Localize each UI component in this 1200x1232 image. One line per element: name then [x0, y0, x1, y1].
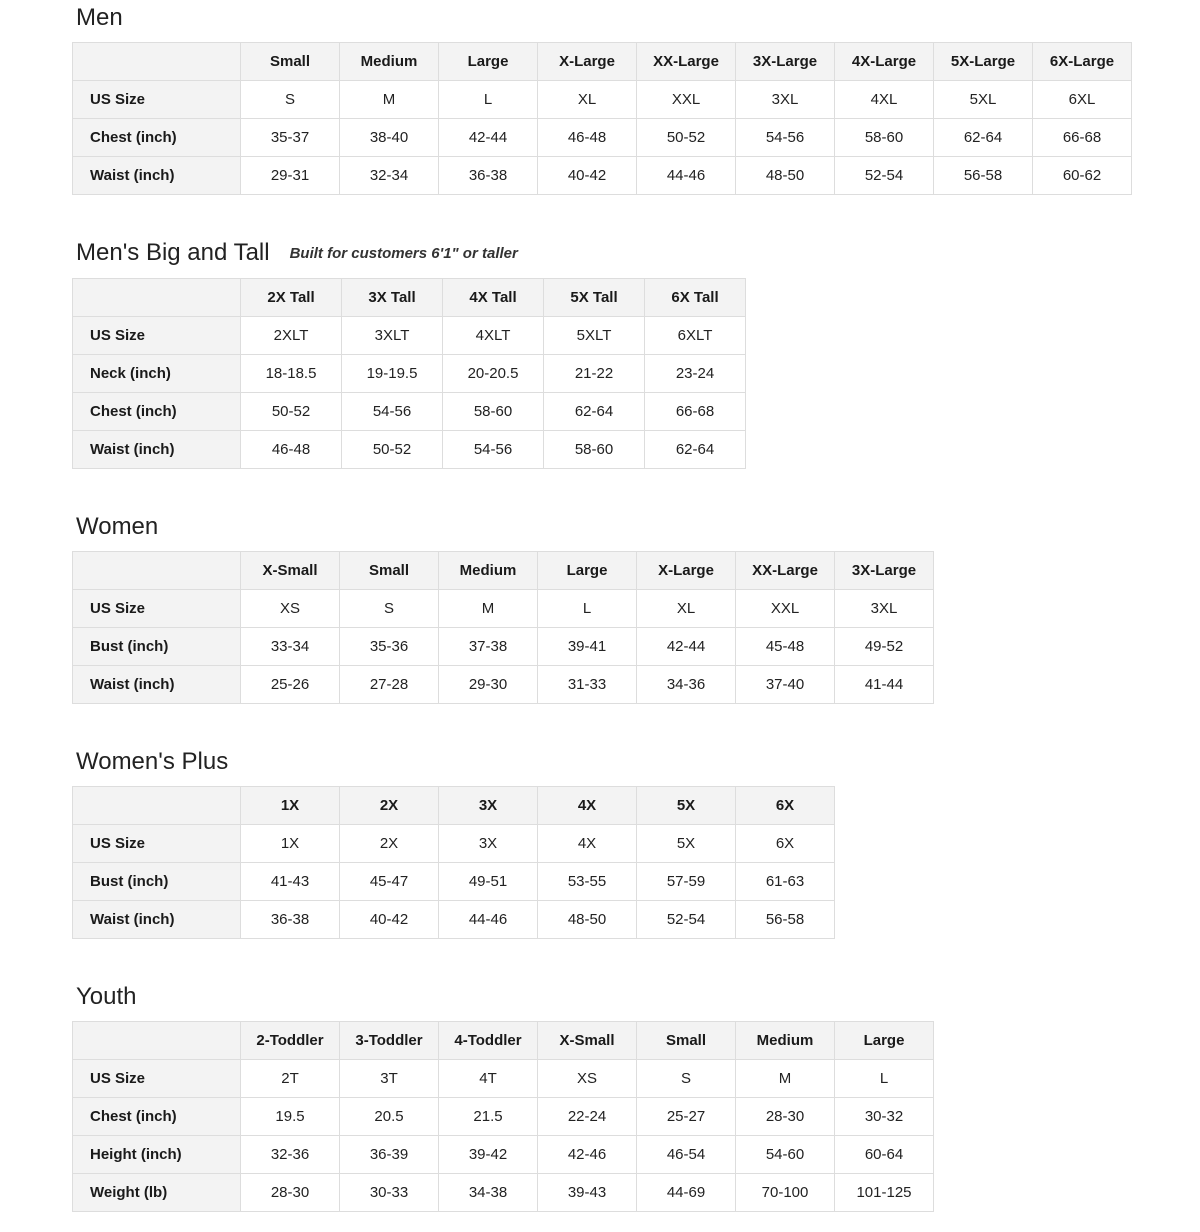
size-cell: 22-24: [538, 1098, 637, 1136]
column-header: 5X-Large: [934, 43, 1033, 81]
table-row: [73, 355, 746, 393]
size-cell: 50-52: [637, 119, 736, 157]
size-cell: 31-33: [538, 666, 637, 704]
table-row: [73, 863, 835, 901]
row-label: Waist (inch): [73, 431, 241, 469]
size-cell: 21.5: [439, 1098, 538, 1136]
row-label: US Size: [73, 317, 241, 355]
size-cell: 25-27: [637, 1098, 736, 1136]
column-header: 3X-Large: [736, 43, 835, 81]
corner-cell: [73, 279, 241, 317]
size-cell: 33-34: [241, 628, 340, 666]
size-cell: 42-44: [439, 119, 538, 157]
header-row: [73, 787, 835, 825]
size-cell: 45-47: [340, 863, 439, 901]
row-label: Neck (inch): [73, 355, 241, 393]
column-header: 4-Toddler: [439, 1022, 538, 1060]
size-cell: 39-43: [538, 1174, 637, 1212]
corner-cell: [73, 43, 241, 81]
column-header: 3X-Large: [835, 552, 934, 590]
row-label: Height (inch): [73, 1136, 241, 1174]
size-cell: 20-20.5: [443, 355, 544, 393]
column-header: Medium: [736, 1022, 835, 1060]
size-cell: 4XL: [835, 81, 934, 119]
size-cell: M: [439, 590, 538, 628]
column-header: 5X Tall: [544, 279, 645, 317]
size-cell: 58-60: [443, 393, 544, 431]
column-header: 6X: [736, 787, 835, 825]
size-cell: 35-37: [241, 119, 340, 157]
size-cell: 34-36: [637, 666, 736, 704]
size-table-womens-plus: [72, 786, 835, 939]
size-cell: 20.5: [340, 1098, 439, 1136]
table-row: [73, 1098, 934, 1136]
size-cell: 52-54: [835, 157, 934, 195]
column-header: X-Small: [538, 1022, 637, 1060]
size-cell: 2X: [340, 825, 439, 863]
section-title-men: [76, 4, 1128, 32]
size-cell: 41-44: [835, 666, 934, 704]
row-label: Waist (inch): [73, 901, 241, 939]
size-cell: 32-36: [241, 1136, 340, 1174]
size-cell: 61-63: [736, 863, 835, 901]
size-cell: 101-125: [835, 1174, 934, 1212]
size-cell: 56-58: [934, 157, 1033, 195]
header-row: [73, 43, 1132, 81]
size-cell: 5X: [637, 825, 736, 863]
column-header: 4X Tall: [443, 279, 544, 317]
table-row: [73, 393, 746, 431]
column-header: 5X: [637, 787, 736, 825]
size-cell: 6XLT: [645, 317, 746, 355]
size-cell: 19.5: [241, 1098, 340, 1136]
column-header: Medium: [340, 43, 439, 81]
section-men: [72, 4, 1128, 195]
column-header: X-Small: [241, 552, 340, 590]
column-header: 3X: [439, 787, 538, 825]
size-cell: XXL: [637, 81, 736, 119]
corner-cell: [73, 552, 241, 590]
size-cell: 18-18.5: [241, 355, 342, 393]
section-youth: [72, 983, 1128, 1212]
size-cell: 58-60: [544, 431, 645, 469]
column-header: Small: [340, 552, 439, 590]
section-mens-big-and-tall: [72, 239, 1128, 469]
size-cell: 66-68: [1033, 119, 1132, 157]
section-title-text: Women: [76, 513, 159, 540]
size-cell: 39-42: [439, 1136, 538, 1174]
size-cell: 28-30: [736, 1098, 835, 1136]
size-cell: 2XLT: [241, 317, 342, 355]
size-cell: 44-69: [637, 1174, 736, 1212]
table-row: [73, 590, 934, 628]
row-label: Waist (inch): [73, 157, 241, 195]
column-header: X-Large: [637, 552, 736, 590]
size-cell: 6X: [736, 825, 835, 863]
size-cell: 3XL: [835, 590, 934, 628]
size-cell: 3XLT: [342, 317, 443, 355]
size-cell: 21-22: [544, 355, 645, 393]
size-cell: 25-26: [241, 666, 340, 704]
size-cell: 1X: [241, 825, 340, 863]
column-header: Medium: [439, 552, 538, 590]
size-table-mens-big-and-tall: [72, 278, 746, 469]
size-cell: 30-32: [835, 1098, 934, 1136]
size-cell: 4X: [538, 825, 637, 863]
size-cell: S: [241, 81, 340, 119]
size-cell: 19-19.5: [342, 355, 443, 393]
size-cell: 57-59: [637, 863, 736, 901]
size-cell: S: [340, 590, 439, 628]
table-row: [73, 119, 1132, 157]
size-cell: L: [439, 81, 538, 119]
section-title-mens-big-and-tall: [76, 239, 1128, 268]
column-header: 3X Tall: [342, 279, 443, 317]
size-cell: 62-64: [544, 393, 645, 431]
size-cell: 36-39: [340, 1136, 439, 1174]
column-header: Large: [538, 552, 637, 590]
table-row: [73, 666, 934, 704]
row-label: Chest (inch): [73, 393, 241, 431]
column-header: Large: [835, 1022, 934, 1060]
size-cell: 28-30: [241, 1174, 340, 1212]
size-cell: M: [340, 81, 439, 119]
column-header: 1X: [241, 787, 340, 825]
size-cell: 54-56: [342, 393, 443, 431]
corner-cell: [73, 1022, 241, 1060]
header-row: [73, 1022, 934, 1060]
section-subtitle: Built for customers 6'1" or taller: [289, 245, 518, 262]
row-label: US Size: [73, 1060, 241, 1098]
size-cell: 54-60: [736, 1136, 835, 1174]
size-cell: 3X: [439, 825, 538, 863]
size-cell: 48-50: [736, 157, 835, 195]
column-header: X-Large: [538, 43, 637, 81]
row-label: Waist (inch): [73, 666, 241, 704]
size-cell: 60-62: [1033, 157, 1132, 195]
size-cell: 41-43: [241, 863, 340, 901]
section-title-text: Men: [76, 4, 123, 31]
header-row: [73, 279, 746, 317]
size-cell: 32-34: [340, 157, 439, 195]
table-row: [73, 825, 835, 863]
table-row: [73, 81, 1132, 119]
row-label: Weight (lb): [73, 1174, 241, 1212]
column-header: Small: [637, 1022, 736, 1060]
column-header: 4X: [538, 787, 637, 825]
size-cell: 56-58: [736, 901, 835, 939]
section-title-women: [76, 513, 1128, 541]
size-cell: 66-68: [645, 393, 746, 431]
size-cell: XS: [538, 1060, 637, 1098]
size-cell: 36-38: [439, 157, 538, 195]
row-label: Bust (inch): [73, 863, 241, 901]
size-cell: 53-55: [538, 863, 637, 901]
corner-cell: [73, 787, 241, 825]
size-cell: 49-51: [439, 863, 538, 901]
size-cell: 29-30: [439, 666, 538, 704]
size-cell: 27-28: [340, 666, 439, 704]
column-header: Large: [439, 43, 538, 81]
column-header: 4X-Large: [835, 43, 934, 81]
table-row: [73, 1136, 934, 1174]
row-label: Bust (inch): [73, 628, 241, 666]
table-row: [73, 157, 1132, 195]
size-cell: 50-52: [342, 431, 443, 469]
table-row: [73, 1060, 934, 1098]
size-cell: 36-38: [241, 901, 340, 939]
table-row: [73, 628, 934, 666]
header-row: [73, 552, 934, 590]
size-cell: XS: [241, 590, 340, 628]
column-header: XX-Large: [637, 43, 736, 81]
size-cell: 48-50: [538, 901, 637, 939]
size-cell: 42-46: [538, 1136, 637, 1174]
column-header: 2X: [340, 787, 439, 825]
size-table-men: [72, 42, 1132, 195]
size-cell: 40-42: [538, 157, 637, 195]
column-header: XX-Large: [736, 552, 835, 590]
section-title-text: Men's Big and Tall: [76, 239, 270, 266]
size-cell: XL: [538, 81, 637, 119]
row-label: US Size: [73, 81, 241, 119]
size-cell: 37-40: [736, 666, 835, 704]
section-title-text: Women's Plus: [76, 748, 229, 775]
size-cell: 30-33: [340, 1174, 439, 1212]
size-cell: 58-60: [835, 119, 934, 157]
size-cell: 50-52: [241, 393, 342, 431]
size-cell: 70-100: [736, 1174, 835, 1212]
table-row: [73, 317, 746, 355]
size-cell: 44-46: [637, 157, 736, 195]
size-cell: 23-24: [645, 355, 746, 393]
section-title-youth: [76, 983, 1128, 1011]
column-header: 2X Tall: [241, 279, 342, 317]
size-cell: L: [835, 1060, 934, 1098]
size-cell: 49-52: [835, 628, 934, 666]
size-cell: 37-38: [439, 628, 538, 666]
column-header: 6X Tall: [645, 279, 746, 317]
size-cell: 60-64: [835, 1136, 934, 1174]
size-cell: 62-64: [645, 431, 746, 469]
row-label: US Size: [73, 590, 241, 628]
size-cell: 42-44: [637, 628, 736, 666]
size-cell: 52-54: [637, 901, 736, 939]
size-cell: L: [538, 590, 637, 628]
size-cell: 5XLT: [544, 317, 645, 355]
row-label: Chest (inch): [73, 1098, 241, 1136]
size-cell: 5XL: [934, 81, 1033, 119]
size-cell: XL: [637, 590, 736, 628]
size-cell: 46-48: [241, 431, 342, 469]
column-header: 3-Toddler: [340, 1022, 439, 1060]
size-cell: 4XLT: [443, 317, 544, 355]
size-cell: 3XL: [736, 81, 835, 119]
column-header: 6X-Large: [1033, 43, 1132, 81]
size-cell: 35-36: [340, 628, 439, 666]
section-title-womens-plus: [76, 748, 1128, 776]
section-title-text: Youth: [76, 983, 137, 1010]
size-cell: 62-64: [934, 119, 1033, 157]
size-cell: 46-54: [637, 1136, 736, 1174]
table-row: [73, 431, 746, 469]
size-table-women: [72, 551, 934, 704]
size-cell: 44-46: [439, 901, 538, 939]
size-cell: XXL: [736, 590, 835, 628]
size-cell: 54-56: [736, 119, 835, 157]
row-label: US Size: [73, 825, 241, 863]
size-cell: S: [637, 1060, 736, 1098]
size-cell: 54-56: [443, 431, 544, 469]
table-row: [73, 1174, 934, 1212]
size-cell: 45-48: [736, 628, 835, 666]
size-cell: 40-42: [340, 901, 439, 939]
size-table-youth: [72, 1021, 934, 1212]
section-women: [72, 513, 1128, 704]
size-cell: 38-40: [340, 119, 439, 157]
size-cell: 4T: [439, 1060, 538, 1098]
section-womens-plus: [72, 748, 1128, 939]
size-cell: 3T: [340, 1060, 439, 1098]
size-cell: 29-31: [241, 157, 340, 195]
size-cell: 6XL: [1033, 81, 1132, 119]
column-header: 2-Toddler: [241, 1022, 340, 1060]
row-label: Chest (inch): [73, 119, 241, 157]
table-row: [73, 901, 835, 939]
column-header: Small: [241, 43, 340, 81]
size-cell: 39-41: [538, 628, 637, 666]
size-cell: M: [736, 1060, 835, 1098]
size-cell: 34-38: [439, 1174, 538, 1212]
size-cell: 2T: [241, 1060, 340, 1098]
size-cell: 46-48: [538, 119, 637, 157]
